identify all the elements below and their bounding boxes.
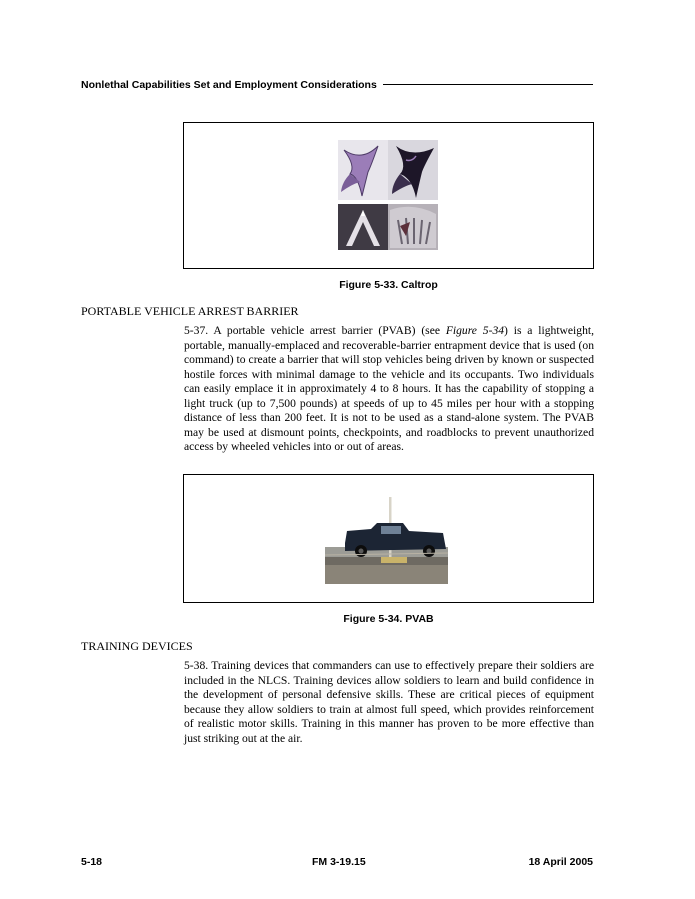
section-heading-pvab: PORTABLE VEHICLE ARREST BARRIER xyxy=(81,304,299,318)
figure-5-34-caption: Figure 5-34. PVAB xyxy=(343,613,434,625)
section-heading-training-devices: TRAINING DEVICES xyxy=(81,639,193,653)
footer-page-number: 5-18 xyxy=(81,856,103,868)
footer-date: 18 April 2005 xyxy=(528,856,593,868)
figure-reference-5-34: Figure 5-34 xyxy=(445,324,505,337)
paragraph-5-37-suffix: ) is a lightweight, portable, manually-emplaced and recoverable-barrier entrapment device that is used (on command) to create a barrier that will stop vehicles being driven by known or suspected hostile forces with minimal damage to the vehicle and its occupants. Two individuals can easily emplace it in approximately 4 to 8 hours. It has the capability of stopping a light truck (up to 7,500 pounds) at speeds of up to 45 miles per hour with a stopping distance of less than 200 feet. It is not to be used as a stand-alone system. The PVAB may be used at dismount points, checkpoints, and roadblocks to prevent unauthorized access by wheeled vehicles into or out of areas. xyxy=(184,324,594,453)
paragraph-5-37-prefix: 5-37. A portable vehicle arrest barrier (PVAB) (see xyxy=(184,324,446,337)
caltrop-photo xyxy=(338,140,438,250)
header-rule xyxy=(383,84,593,85)
paragraph-5-38: 5-38. Training devices that commanders can use to effectively prepare their soldiers are included in the NLCS. Training devices allow soldiers to learn and build confidence in the development of personal defensive skills. These are critical pieces of equipment because they allow soldiers to train at almost full speed, which provides reinforcement of realistic motor skills. Training in this manner has proven to be more effective than just striking out at the air. xyxy=(184,659,594,745)
running-header: Nonlethal Capabilities Set and Employment Considerations xyxy=(81,79,377,91)
pvab-photo xyxy=(325,493,448,584)
paragraph-5-37 xyxy=(184,324,594,455)
figure-5-33-caption: Figure 5-33. Caltrop xyxy=(339,279,438,291)
footer-manual-number: FM 3-19.15 xyxy=(312,856,366,868)
